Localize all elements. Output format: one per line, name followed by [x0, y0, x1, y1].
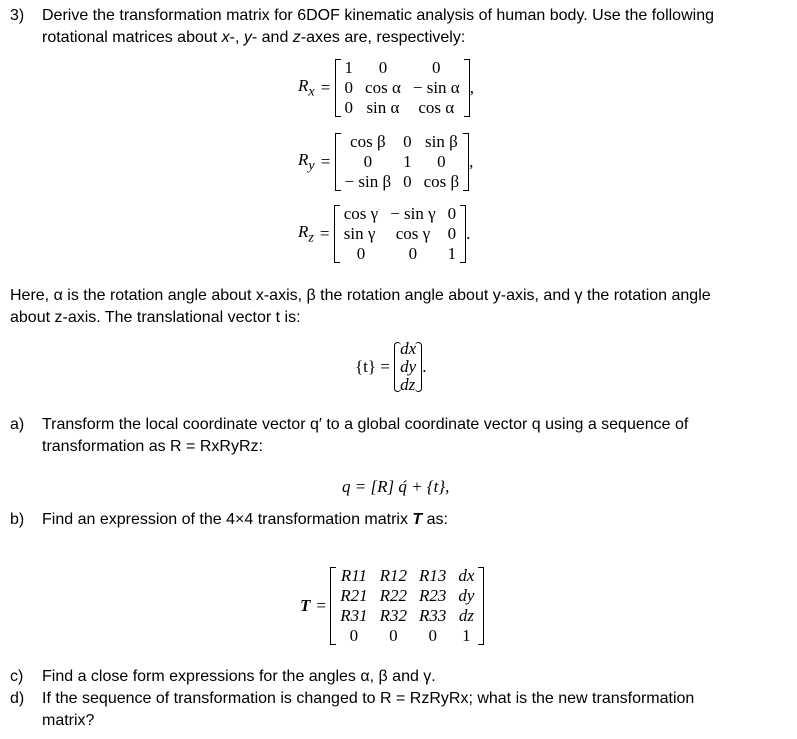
matrix-cell: cos γ	[343, 204, 379, 223]
part-label: d)	[10, 690, 25, 707]
matrix-label-sub: x	[308, 83, 315, 100]
matrix-label-sub: y	[308, 157, 315, 174]
matrix-label-sub: z	[308, 229, 314, 246]
matrix-brackets	[334, 204, 466, 264]
matrix-rz: $R_z$ = cos γ − sin γ 0 sin γ cos γ 0 0 0 1 .	[298, 204, 471, 263]
matrix-cell: sin β	[425, 132, 458, 151]
matrix-cell: 0	[432, 58, 441, 77]
part-label: a)	[10, 416, 25, 433]
matrix-cell: R32	[379, 606, 408, 625]
part-text: Find an expression of the 4×4 transformation matrix	[42, 511, 413, 528]
matrix-row	[339, 172, 466, 192]
matrix-cell: 0	[447, 204, 457, 223]
matrix-row	[334, 606, 480, 626]
matrix-cell: R23	[419, 586, 447, 605]
matrix-cell: 0	[363, 152, 373, 171]
matrix-rx: $R_x$ = 1 0 0 0 cos α − sin α 0 sin α cos α ,	[298, 58, 474, 117]
matrix-row	[339, 152, 466, 172]
part-text: Transform the local coordinate vector q′ to a global coordinate vector q using a sequence of	[42, 416, 689, 433]
matrix-cell: sin α	[366, 98, 400, 117]
matrix-brackets	[335, 58, 470, 118]
matrix-brackets	[335, 132, 470, 192]
matrix-cell: R11	[340, 566, 367, 585]
matrix-cell: 0	[356, 244, 366, 263]
vector-entry: dy	[400, 357, 417, 376]
matrix-cell: 0	[403, 132, 412, 151]
vector-t	[355, 340, 426, 394]
matrix-row	[339, 98, 466, 118]
matrix-cell: cos γ	[395, 224, 431, 243]
matrix-label: R	[298, 75, 309, 95]
matrix-cell: 1	[462, 626, 471, 645]
matrix-cell: 0	[428, 626, 437, 645]
matrix-cell: 0	[389, 626, 398, 645]
matrix-cell: R13	[419, 566, 447, 585]
matrix-row	[334, 626, 480, 646]
matrix-cell: 0	[447, 224, 457, 243]
vector-lhs: {t} =	[355, 357, 390, 376]
matrix-cell: 0	[344, 78, 354, 97]
punct: ,	[469, 78, 474, 97]
matrix-label: R	[298, 221, 309, 241]
matrix-cell: R33	[419, 606, 447, 625]
matrix-row	[338, 224, 462, 244]
vector-entry: dx	[400, 339, 417, 358]
matrix-row	[339, 132, 466, 152]
matrix-cell: dz	[458, 606, 474, 625]
matrix-cell: cos β	[423, 172, 460, 191]
matrix-cell: 0	[403, 172, 412, 191]
vector-entry: dz	[400, 375, 416, 394]
matrix-cell: 0	[378, 58, 388, 77]
matrix-cell: sin γ	[343, 224, 376, 243]
matrix-brackets	[330, 566, 484, 646]
matrix-cell: − sin β	[344, 172, 392, 191]
part-label: b)	[10, 511, 25, 528]
part-text: Find a close form expressions for the angles α, β and γ.	[42, 668, 436, 685]
part-d-line2: matrix?	[42, 712, 95, 729]
matrix-cell: cos β	[350, 132, 386, 151]
punct: ,	[469, 152, 474, 171]
matrix-cell: − sin α	[412, 78, 460, 97]
matrix-cell: 1	[344, 58, 354, 77]
matrix-row	[338, 244, 462, 264]
part-text: If the sequence of transformation is changed to R = RzRyRx; what is the new transformation	[42, 690, 695, 707]
matrix-cell: dy	[458, 586, 475, 605]
matrix-cell: R21	[340, 586, 368, 605]
explanation-line1: Here, α is the rotation angle about x-axis, β the rotation angle about y-axis, and γ the rotation angle	[10, 287, 711, 304]
matrix-cell: 0	[437, 152, 446, 171]
matrix-cell: 0	[408, 244, 418, 263]
matrix-cell: 0	[344, 98, 354, 117]
punct: .	[466, 224, 471, 243]
matrix-row	[334, 586, 480, 606]
problem-intro-line2: rotational matrices about x-, y- and z-axes are, respectively:	[42, 29, 466, 46]
matrix-cell: − sin γ	[390, 204, 436, 223]
matrix-cell: 0	[349, 626, 359, 645]
matrix-cell: R12	[379, 566, 408, 585]
matrix-row	[338, 204, 462, 224]
matrix-cell: dx	[458, 566, 475, 585]
explanation-line2: about z-axis. The translational vector t is:	[10, 309, 301, 326]
problem-page: 3) Derive the transformation matrix for 6DOF kinematic analysis of human body. Use the following rotational matrices about x-, y- and z-axes are, respectively: $R_x$ = 1 0 0 0 cos α − sin α 0 sin α cos α , $R_y$ = cos β 0 sin β 0 1 0 − sin β 0 cos β , $R_z$ = cos γ − sin γ 0 sin γ cos γ 0 0 0 1 . Here, α is the rotation angle about x-axis, β the rotation angle about y-axis, and γ the rotation angle about z-axis. The translational vector t is: {t} = dx dy dz . a) Transform the local coordinate vector q′ to a global coordinate vector q using a sequence of transformation as R = RxRyRz: q = [R] q́ + {t}, b) Find an expression of the 4×4 transformation matrix T as: T = R11 R12 R13 dx R21 R22 R23 dy R31 R32 R33 dz 0 0 0 1 c) Find a close form expressions for the angles α, β and γ. d) If the sequence of transformation is changed to R = RzRyRx; what is the new transformation matrix?	[0, 0, 797, 739]
matrix-cell: 1	[447, 244, 457, 263]
matrix-t: T = R11 R12 R13 dx R21 R22 R23 dy R31 R32 R33 dz 0 0 0 1	[300, 566, 484, 646]
equation-q: q = [R] q́ + {t},	[342, 477, 450, 496]
punct: .	[422, 357, 427, 376]
matrix-label: R	[298, 149, 309, 169]
part-label: c)	[10, 668, 24, 685]
matrix-cell: cos α	[365, 78, 401, 97]
matrix-cell: cos α	[418, 98, 455, 117]
part-text: as:	[422, 511, 448, 528]
part-text-bold: T	[412, 511, 423, 528]
matrix-ry: $R_y$ = cos β 0 sin β 0 1 0 − sin β 0 cos β ,	[298, 132, 474, 191]
matrix-row	[339, 58, 466, 78]
matrix-cell: 1	[403, 152, 412, 171]
vector-braces	[394, 340, 422, 394]
matrix-row	[334, 566, 480, 586]
matrix-label: T	[300, 596, 311, 615]
matrix-cell: R22	[379, 586, 408, 605]
matrix-cell: R31	[340, 606, 368, 625]
part-a-line2: transformation as R = RxRyRz:	[42, 438, 263, 455]
matrix-row	[339, 78, 466, 98]
